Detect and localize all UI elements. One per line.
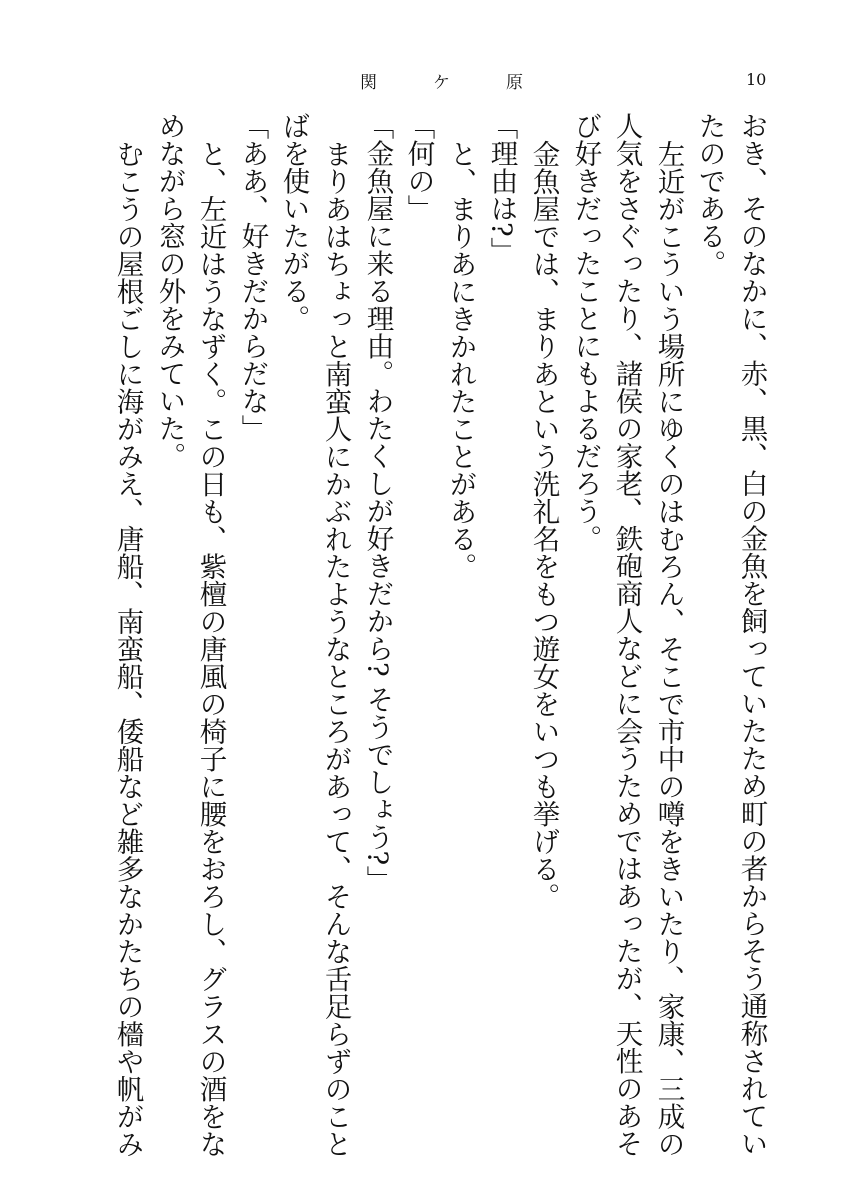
text-line: 「金魚屋に来る理由。わたくしが好きだから? そうでしょう?」	[361, 112, 394, 893]
text-line: と、まりあにきかれたことがある。	[444, 140, 477, 580]
text-line: 「何の」	[402, 112, 435, 222]
text-line: むこうの屋根ごしに海がみえ、唐船、南蛮船、倭船など雑多なかたちの檣や帆がみ	[111, 140, 144, 1158]
text-line: おき、そのなかに、赤、黒、白の金魚を飼っていたため町の者からそう通称されてい	[735, 112, 768, 1157]
text-line: と、左近はうなずく。この日も、紫檀の唐風の椅子に腰をおろし、グラスの酒をな	[194, 140, 227, 1158]
page-number: 10	[746, 70, 767, 89]
text-line: 「理由は?」	[485, 112, 518, 265]
text-line: めながら窓の外をみていた。	[153, 112, 186, 470]
text-line: 金魚屋では、まりあという洗礼名をもつ遊女をいつも挙げる。	[527, 140, 560, 910]
text-line: 「ああ、好きだからだな」	[236, 112, 269, 442]
text-line: たのである。	[693, 112, 726, 277]
text-line: 左近がこういう場所にゆくのはむろん、そこで市中の噂をきいたり、家康、三成の	[652, 140, 685, 1158]
text-line: 人気をさぐったり、諸侯の家老、鉄砲商人などに会うためではあったが、天性のあそ	[610, 112, 643, 1157]
running-head	[360, 68, 523, 93]
text-line: ばを使いたがる。	[277, 112, 310, 332]
text-line: び好きだったことにもよるだろう。	[569, 112, 602, 552]
running-head-char: ケ	[433, 73, 450, 93]
running-head-char: 原	[506, 73, 523, 93]
running-head-char: 関	[360, 73, 377, 93]
text-line: まりあはちょっと南蛮人にかぶれたようなところがあって、そんな舌足らずのこと	[319, 140, 352, 1158]
